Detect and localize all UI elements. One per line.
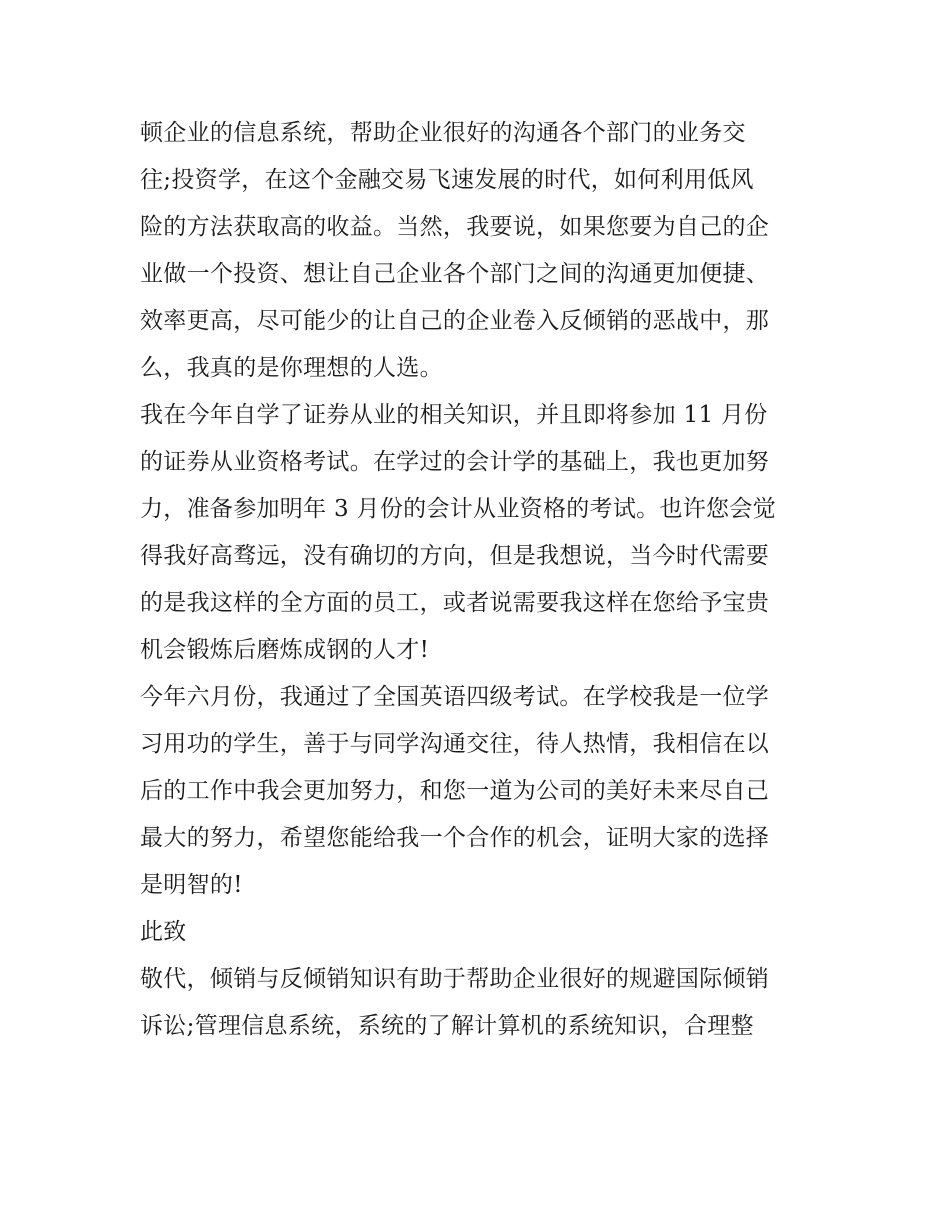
- text-line: 机会锻炼后磨炼成钢的人才!: [140, 637, 430, 663]
- text-line: 的是我这样的全方面的员工，或者说需要我这样在您给予宝贵: [140, 590, 770, 616]
- text-line: 的证券从业资格考试。在学过的会计学的基础上，我也更加努: [140, 449, 770, 475]
- text-line: 得我好高骛远，没有确切的方向，但是我想说，当今时代需要: [140, 543, 770, 569]
- text-line: 后的工作中我会更加努力，和您一道为公司的美好未来尽自己: [140, 778, 770, 804]
- salutation-line: 此致: [140, 919, 187, 945]
- text-line: 顿企业的信息系统，帮助企业很好的沟通各个部门的业务交: [140, 120, 746, 146]
- text-line: 业做一个投资、想让自己企业各个部门之间的沟通更加便捷、: [140, 261, 770, 287]
- text-line: 今年六月份，我通过了全国英语四级考试。在学校我是一位学: [140, 684, 770, 710]
- text-line: 往;投资学，在这个金融交易飞速发展的时代，如何利用低风: [140, 167, 754, 193]
- text-line: 敬代，倾销与反倾销知识有助于帮助企业很好的规避国际倾销: [140, 966, 770, 992]
- text-line: 险的方法获取高的收益。当然，我要说，如果您要为自己的企: [140, 214, 770, 240]
- document-body: [140, 110, 820, 1050]
- text-line: 效率更高，尽可能少的让自己的企业卷入反倾销的恶战中，那: [140, 308, 770, 334]
- text-line: 诉讼;管理信息系统，系统的了解计算机的系统知识，合理整: [140, 1013, 754, 1039]
- text-line: 么，我真的是你理想的人选。: [140, 355, 443, 381]
- text-line: 我在今年自学了证券从业的相关知识，并且即将参加 11 月份: [140, 402, 768, 428]
- text-line: 最大的努力，希望您能给我一个合作的机会，证明大家的选择: [140, 825, 770, 851]
- text-line: 是明智的!: [140, 872, 243, 898]
- text-line: 力，准备参加明年 3 月份的会计从业资格的考试。也许您会觉: [140, 496, 776, 522]
- text-line: 习用功的学生，善于与同学沟通交往，待人热情，我相信在以: [140, 731, 770, 757]
